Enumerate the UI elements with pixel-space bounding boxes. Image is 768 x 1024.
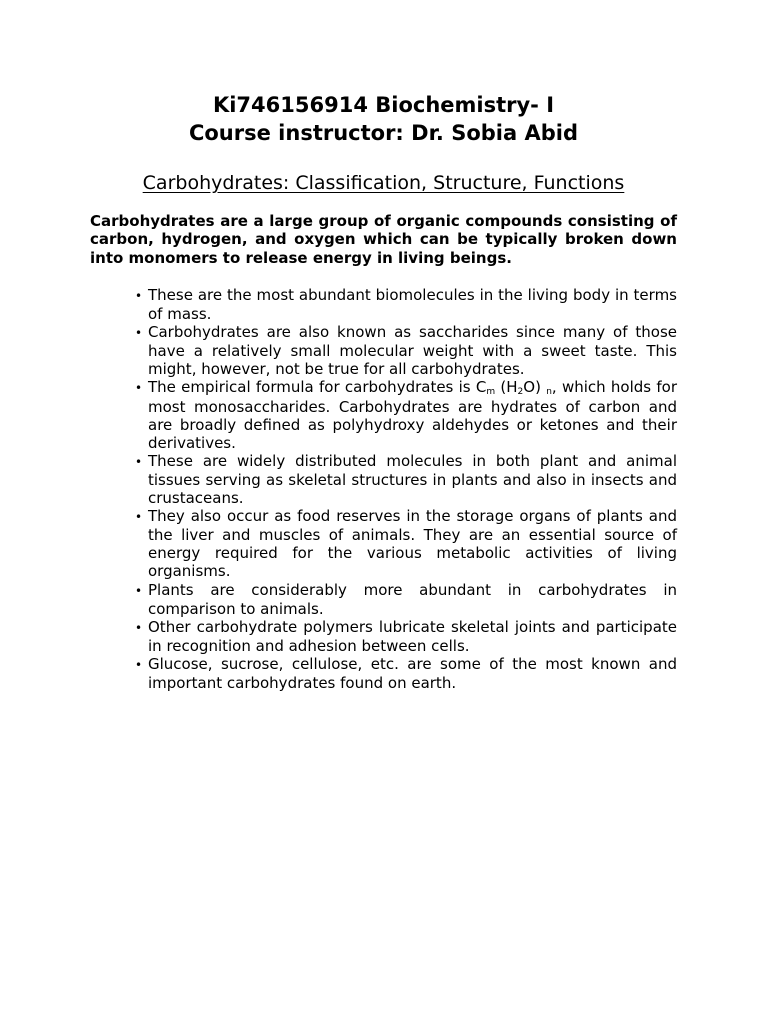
bullet-icon: • (135, 289, 143, 303)
bullet-icon: • (135, 620, 143, 635)
bullet-icon: • (135, 326, 143, 341)
topic-heading: Carbohydrates: Classification, Structure, Functions (142, 172, 625, 194)
list-item-text: Other carbohydrate polymers lubricate skeletal joints and participate in recognition and adhesion between cells. (148, 617, 677, 655)
formula-subscript-n: n (546, 387, 552, 398)
document-header (90, 91, 677, 147)
list-item-text: They also occur as food reserves in the storage organs of plants and the liver and muscles of animals. They are an essential source of energy required for the various metabolic activities of living organisms. (148, 507, 677, 581)
intro-paragraph: Carbohydrates are a large group of organic compounds consisting of carbon, hydrogen, and oxygen which can be typically broken down into monomers to release energy in living beings. (90, 212, 677, 267)
list-item-text: Glucose, sucrose, cellulose, etc. are some of the most known and important carbohydrates found on earth. (148, 654, 677, 692)
list-item (123, 378, 677, 451)
bullet-icon: • (135, 454, 143, 469)
list-item-text: These are widely distributed molecules in both plant and animal tissues serving as skeletal structures in plants and also in insects and crustaceans. (148, 451, 677, 508)
list-item (123, 452, 677, 507)
course-title: Ki746156914 Biochemistry- I (212, 93, 555, 117)
list-item-text: Carbohydrates are also known as saccharides since many of those have a relatively small molecular weight with a sweet taste. This might, however, not be true for all carbohydrates. (148, 323, 677, 379)
formula-text-open: (H (495, 378, 518, 397)
formula-text-before: The empirical formula for carbohydrates is C (148, 378, 487, 397)
list-item (123, 655, 677, 692)
formula-text-close: O) (523, 378, 547, 397)
bullet-icon: • (135, 583, 143, 598)
list-item (123, 581, 677, 618)
bullet-icon: • (135, 657, 143, 672)
bullet-icon: • (135, 510, 143, 525)
formula-subscript-2: 2 (517, 387, 524, 398)
list-item (123, 618, 677, 655)
instructor-line: Course instructor: Dr. Sobia Abid (188, 121, 579, 145)
list-item (123, 286, 677, 323)
list-item (123, 323, 677, 378)
bullet-icon: • (135, 381, 143, 396)
bullet-list (123, 286, 677, 692)
formula-text-after: , which holds for most monosaccharides. Carbohydrates are hydrates of carbon and are broadly defined as polyhydroxy aldehydes or ketones and their derivatives. (148, 378, 677, 452)
list-item-text: These are the most abundant biomolecules in the living body in terms of mass. (148, 286, 677, 324)
list-item-text: Plants are considerably more abundant in carbohydrates in comparison to animals. (148, 580, 677, 618)
formula-subscript-m: m (486, 387, 496, 398)
list-item (123, 507, 677, 580)
